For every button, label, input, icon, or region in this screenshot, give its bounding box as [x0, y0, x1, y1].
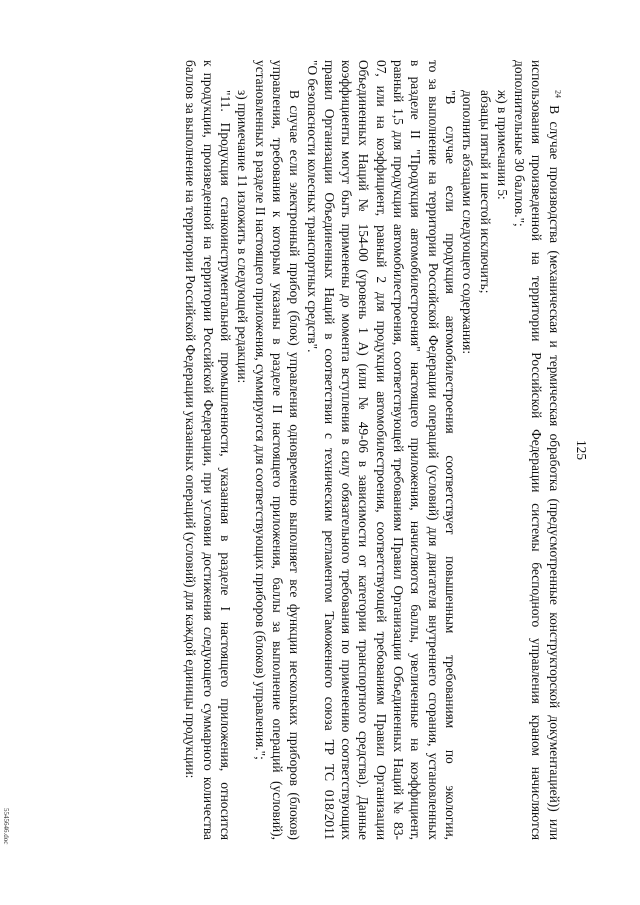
line-text: дополнить абзацами следующего содержания: [460, 90, 476, 355]
line-text: к продукции, произведенной на территории Российской Федерации, при условии достижения следующего суммарного количества [200, 60, 216, 840]
line-text: дополнительные 30 баллов."; [512, 60, 528, 227]
line-text: равный 1,5 для продукции автомобилестроения, соответствующей требованиям Правил Организации Объединенных Наций № 83- [391, 60, 407, 840]
line-text: "В случае если продукция автомобилестроения соответствует повышенным требованиям по экологии, [442, 90, 458, 840]
text-line [442, 60, 459, 840]
rotated-text-body [182, 60, 590, 840]
text-line [407, 60, 424, 840]
text-line [338, 60, 355, 840]
page-number: 125 [574, 439, 589, 461]
line-text: "11. Продукция станкоинструментальной промышленности, указанная в разделе I настоящего приложения, относится [218, 90, 234, 840]
text-line [494, 60, 511, 840]
footnote-marker: 24 [553, 90, 563, 98]
text-line [476, 60, 493, 840]
line-text: з) примечание 11 изложить в следующей редакции: [235, 90, 251, 384]
text-line [372, 60, 389, 840]
text-line [182, 60, 199, 840]
line-text: абзацы пятый и шестой исключить; [477, 90, 493, 294]
text-line [269, 60, 286, 840]
line-text: использования произведенной на территории Российской Федерации системы бесподного управления краном начисляются [529, 60, 545, 840]
line-text: ж) в примечании 5: [494, 90, 510, 200]
line-text: управления, требования к которым указаны в разделе II настоящего приложения, баллы за выполнение операций (условий), [269, 60, 285, 840]
text-line [390, 60, 407, 840]
text-line [217, 60, 234, 840]
line-text: В случае производства (механическая и термическая обработка (предусмотренные конструкторской документацией)) или [546, 98, 562, 840]
line-text: Объединенных Наций № 154-00 (уровень 1 А) (или № 49-06 в зависимости от категории транспортного средства). Данные [356, 60, 372, 840]
text-line [199, 60, 216, 840]
text-line [355, 60, 372, 840]
text-line [303, 60, 320, 840]
line-text: правил Организации Объединенных Наций в соответствии с техническим регламентом Таможенного союза ТР ТС 018/2011 [321, 60, 337, 840]
text-line [234, 60, 251, 840]
text-line [286, 60, 303, 840]
text-line [459, 60, 476, 840]
line-text: коэффициенты могут быть применены до момента вступления в силу обязательного требования по применению соответствующих [339, 60, 355, 840]
line-text: 07, или на коэффициент, равный 2 для продукции автомобилестроения, соответствующей требованиям Правил Организации [373, 60, 389, 840]
line-text: "О безопасности колесных транспортных средств". [304, 60, 320, 353]
text-line [528, 60, 545, 840]
line-text: в разделе II "Продукция автомобилестроения" настоящего приложения, начисляются баллы, увеличенные на коэффициент, [408, 60, 424, 840]
text-line [424, 60, 441, 840]
text-line [545, 60, 562, 840]
text-lines [182, 60, 563, 840]
line-text: баллов за выполнение на территории Российской Федерации указанных операций (условий) для каждой единицы продукции: [183, 60, 199, 779]
line-text: В случае если электронный прибор (блок) управления одновременно выполняет все функции нескольких приборов (блоков) [287, 90, 303, 840]
line-text: то за выполнение на территории Российской Федерации операций (условий) для двигателя внутреннего сгорания, установленных [425, 60, 441, 840]
text-line [321, 60, 338, 840]
line-text: установленных в разделе II настоящего приложения, суммируются для соответствующих приборов (блоков) управления."; [252, 60, 268, 760]
file-footer: 5545646.doc [2, 808, 10, 845]
text-line [511, 60, 528, 840]
text-line [251, 60, 268, 840]
